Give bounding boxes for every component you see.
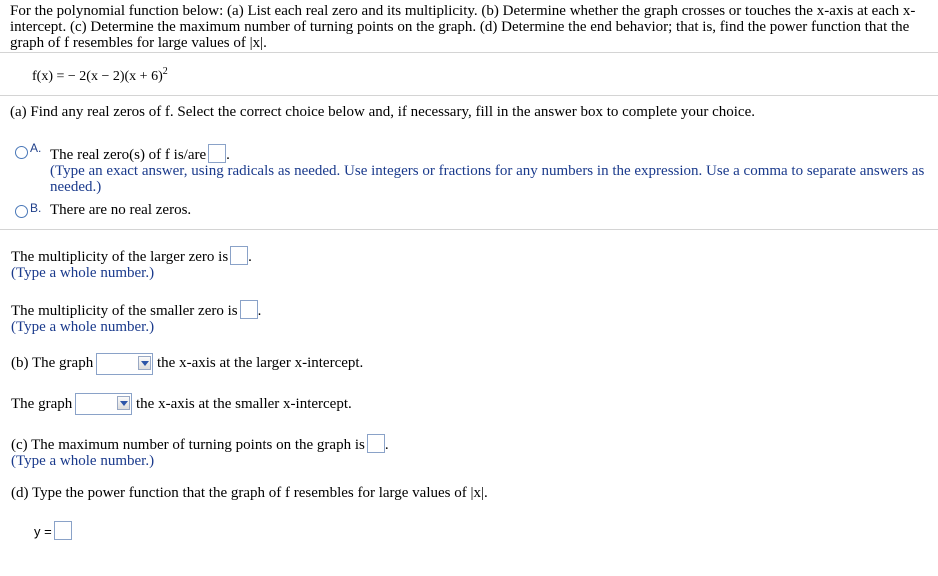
- real-zeros-answer-box[interactable]: [208, 144, 226, 163]
- period: .: [384, 437, 389, 453]
- part-b-prefix: (b) The graph: [11, 355, 94, 371]
- mult-smaller-hint: (Type a whole number.): [11, 319, 155, 335]
- period: .: [226, 147, 230, 163]
- power-function-answer-box[interactable]: [54, 521, 72, 540]
- problem-prompt: For the polynomial function below: (a) List each real zero and its multiplicity. (b) Determine whether the graph crosses or touches the x-axis at each x-intercept. (c) Determine the maximum number of turning points on the graph. (d) Determine the end behavior; that is, find the power function that the graph of f resembles for large values of |x|.: [10, 3, 916, 51]
- part-b-suffix2: the x-axis at the smaller x-intercept.: [136, 396, 352, 412]
- larger-intercept-select[interactable]: [96, 353, 153, 375]
- part-a-question: (a) Find any real zeros of f. Select the correct choice below and, if necessary, fill in the answer box to complete your choice.: [10, 104, 755, 120]
- divider-options: [0, 229, 938, 230]
- mult-larger-line: [11, 246, 252, 266]
- equation-exponent: 2: [162, 66, 168, 77]
- mult-smaller-line: [11, 300, 261, 320]
- mult-larger-text: The multiplicity of the larger zero is: [11, 249, 229, 265]
- option-a-letter: A.: [30, 141, 42, 155]
- part-c-hint: (Type a whole number.): [11, 453, 155, 469]
- mult-smaller-text: The multiplicity of the smaller zero is: [11, 303, 238, 319]
- option-b-radio[interactable]: [15, 205, 28, 218]
- dropdown-arrow-icon: [138, 356, 151, 370]
- dropdown-arrow-icon: [117, 396, 130, 410]
- option-a-radio[interactable]: [15, 146, 28, 159]
- period: .: [257, 303, 262, 319]
- option-a-text: The real zero(s) of f is/are: [50, 147, 207, 163]
- option-a-hint: (Type an exact answer, using radicals as needed. Use integers or fractions for any numbers in the expression. Use a comma to separate answers as needed.): [50, 163, 925, 195]
- part-c-text: (c) The maximum number of turning points on the graph is: [11, 437, 365, 453]
- option-b-text: There are no real zeros.: [50, 202, 192, 218]
- function-equation: [32, 66, 168, 85]
- mult-larger-hint: (Type a whole number.): [11, 265, 155, 281]
- part-d-text: (d) Type the power function that the graph of f resembles for large values of |x|.: [11, 485, 488, 501]
- power-function-lhs: y =: [34, 524, 52, 539]
- smaller-intercept-select[interactable]: [75, 393, 132, 415]
- turning-points-answer-box[interactable]: [367, 434, 385, 453]
- divider-equation: [0, 95, 938, 96]
- mult-smaller-answer-box[interactable]: [240, 300, 258, 319]
- power-function-line: [34, 521, 72, 540]
- part-c-line: [11, 434, 389, 454]
- part-b-prefix2: The graph: [11, 396, 73, 412]
- option-a-line: [50, 144, 230, 164]
- option-b-letter: B.: [30, 201, 42, 215]
- part-b-suffix: the x-axis at the larger x-intercept.: [157, 355, 364, 371]
- period: .: [248, 249, 252, 265]
- mult-larger-answer-box[interactable]: [230, 246, 248, 265]
- equation-rhs: − 2(x − 2)(x + 6): [67, 69, 163, 84]
- divider-top: [0, 52, 938, 53]
- equation-lhs: f(x) =: [32, 69, 68, 84]
